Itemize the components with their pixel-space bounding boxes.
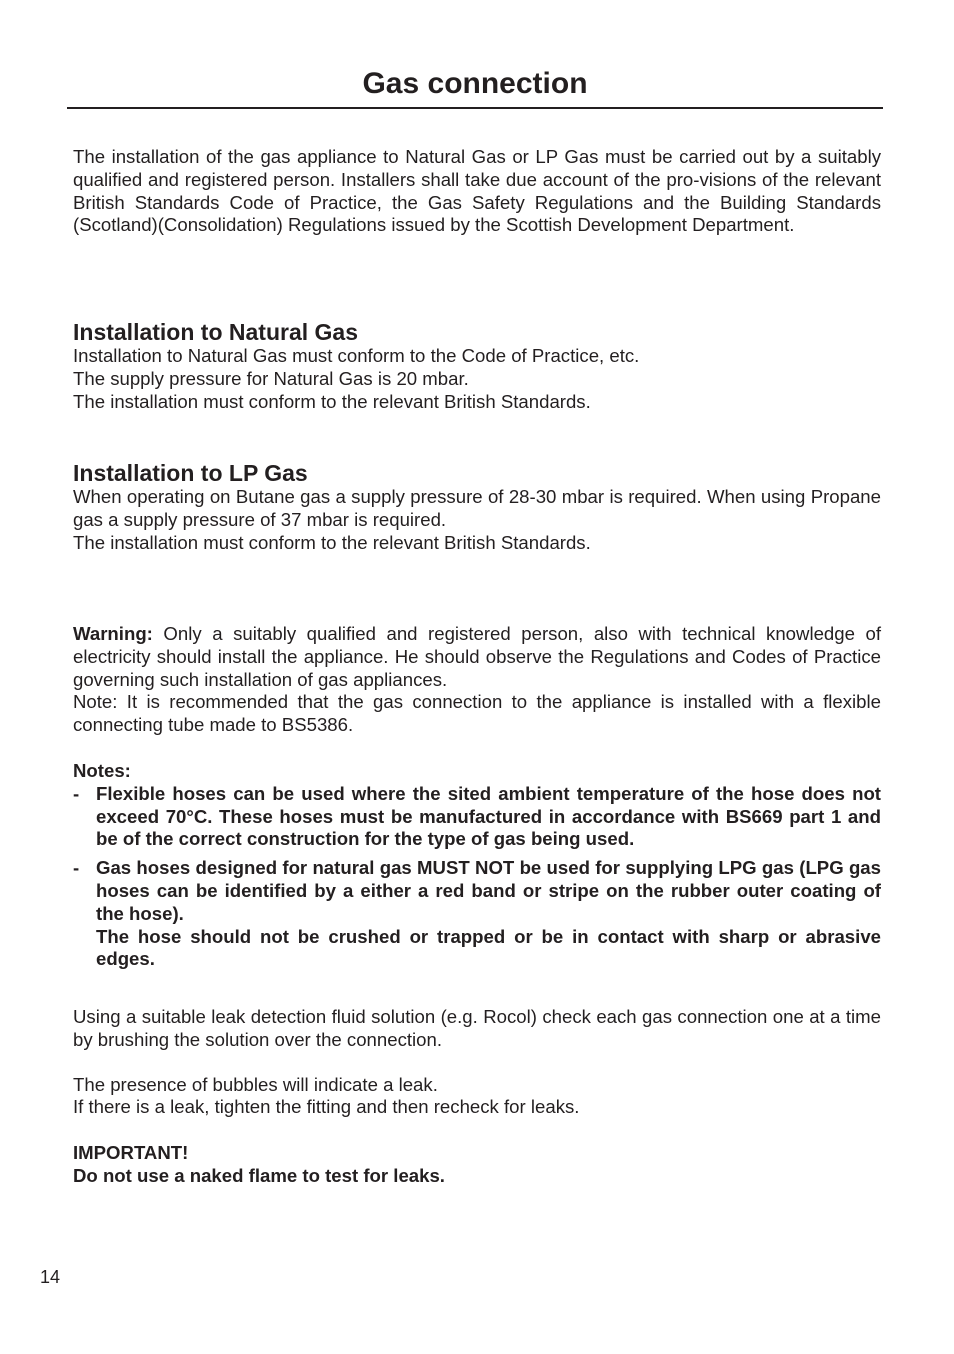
leak-test-section <box>73 1006 881 1119</box>
warning-text: Only a suitably qualified and registered person, also with technical knowledge of electricity should install the appliance. He should observe the Regulations and Codes of Practice governing such installation of gas appliances. <box>73 623 881 690</box>
warning-paragraph <box>73 623 881 691</box>
warning-section <box>73 623 881 737</box>
notes-heading: Notes: <box>73 760 131 781</box>
warning-note: Note: It is recommended that the gas connection to the appliance is installed with a flexible connecting tube made to BS5386. <box>73 691 881 736</box>
note-text-group <box>96 857 881 971</box>
intro-section <box>73 146 881 237</box>
lp-gas-line: The installation must conform to the relevant British Standards. <box>73 531 591 553</box>
leak-test-line: The presence of bubbles will indicate a leak. <box>73 1073 438 1095</box>
note-item <box>73 783 881 851</box>
lp-gas-paragraph: When operating on Butane gas a supply pressure of 28-30 mbar is required. When using Propane gas a supply pressure of 37 mbar is required. <box>73 486 881 530</box>
important-text: Do not use a naked flame to test for leaks. <box>73 1164 445 1186</box>
natural-gas-section <box>73 319 881 413</box>
natural-gas-line: Installation to Natural Gas must conform to the Code of Practice, etc. <box>73 345 640 366</box>
notes-section <box>73 760 881 971</box>
intro-paragraph: The installation of the gas appliance to Natural Gas or LP Gas must be carried out by a suitably qualified and registered person. Installers shall take due account of the pro-visions of the relevant British Standards Code of Practice, the Gas Safety Regulations and the Building Standards (Scotland)(Consolidation) Regulations issued by the Scottish Development Department. <box>73 146 881 236</box>
note-text: Gas hoses designed for natural gas MUST NOT be used for supplying LPG gas (LPG gas hoses can be identified by a either a red band or stripe on the rubber outer coating of the hose). <box>96 857 881 924</box>
natural-gas-heading: Installation to Natural Gas <box>73 319 358 345</box>
note-item <box>73 857 881 971</box>
title-rule <box>67 107 883 109</box>
natural-gas-line: The supply pressure for Natural Gas is 20 mbar. <box>73 367 469 389</box>
note-text: Flexible hoses can be used where the sited ambient temperature of the hose does not exceed 70°C. These hoses must be manufactured in accordance with BS669 part 1 and be of the correct construction for the type of gas being used. <box>96 782 881 850</box>
leak-test-paragraph: Using a suitable leak detection fluid solution (e.g. Rocol) check each gas connection one at a time by brushing the solution over the connection. <box>73 1006 881 1050</box>
lp-gas-section <box>73 460 881 554</box>
note-dash: - <box>73 782 80 804</box>
warning-label: Warning: <box>73 623 153 644</box>
important-section <box>73 1142 881 1188</box>
note-dash: - <box>73 857 80 879</box>
natural-gas-line: The installation must conform to the relevant British Standards. <box>73 390 591 412</box>
important-label: IMPORTANT! <box>73 1142 189 1163</box>
page-title: Gas connection <box>362 67 588 100</box>
note-text: The hose should not be crushed or trapped or be in contact with sharp or abrasive edges. <box>96 925 881 970</box>
leak-test-line: If there is a leak, tighten the fitting and then recheck for leaks. <box>73 1096 580 1118</box>
page-number: 14 <box>40 1267 61 1287</box>
lp-gas-heading: Installation to LP Gas <box>73 460 308 486</box>
